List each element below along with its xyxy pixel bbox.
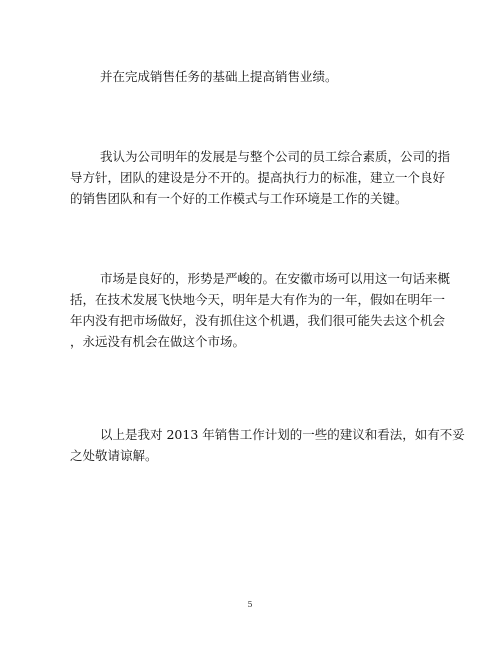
paragraph-line: 年内没有把市场做好，没有抓住这个机遇，我们很可能失去这个机会 (70, 313, 446, 328)
paragraph-line: ，永远没有机会在做这个市场。 (70, 334, 246, 349)
paragraph-1 (100, 66, 430, 87)
paragraph-line: 我认为公司明年的发展是与整个公司的员工综合素质，公司的指 (100, 149, 451, 164)
page-number: 5 (247, 600, 253, 609)
paragraph-line: 并在完成销售任务的基础上提高销售业绩。 (100, 69, 338, 84)
paragraph-line: 的销售团队和有一个好的工作模式与工作环境是工作的关键。 (70, 191, 408, 206)
paragraph-line: 括，在技术发展飞快地今天，明年是大有作为的一年，假如在明年一 (70, 292, 446, 307)
paragraph-4 (70, 424, 465, 466)
paragraph-2 (70, 146, 451, 209)
paragraph-3 (70, 268, 451, 352)
paragraph-line: 导方针，团队的建设是分不开的。提高执行力的标准，建立一个良好 (70, 170, 446, 185)
paragraph-line: 以上是我对 2013 年销售工作计划的一些的建议和看法，如有不妥 (100, 427, 465, 442)
paragraph-line: 之处敬请谅解。 (70, 448, 158, 463)
paragraph-line: 市场是良好的，形势是严峻的。在安徽市场可以用这一句话来概 (100, 271, 451, 286)
